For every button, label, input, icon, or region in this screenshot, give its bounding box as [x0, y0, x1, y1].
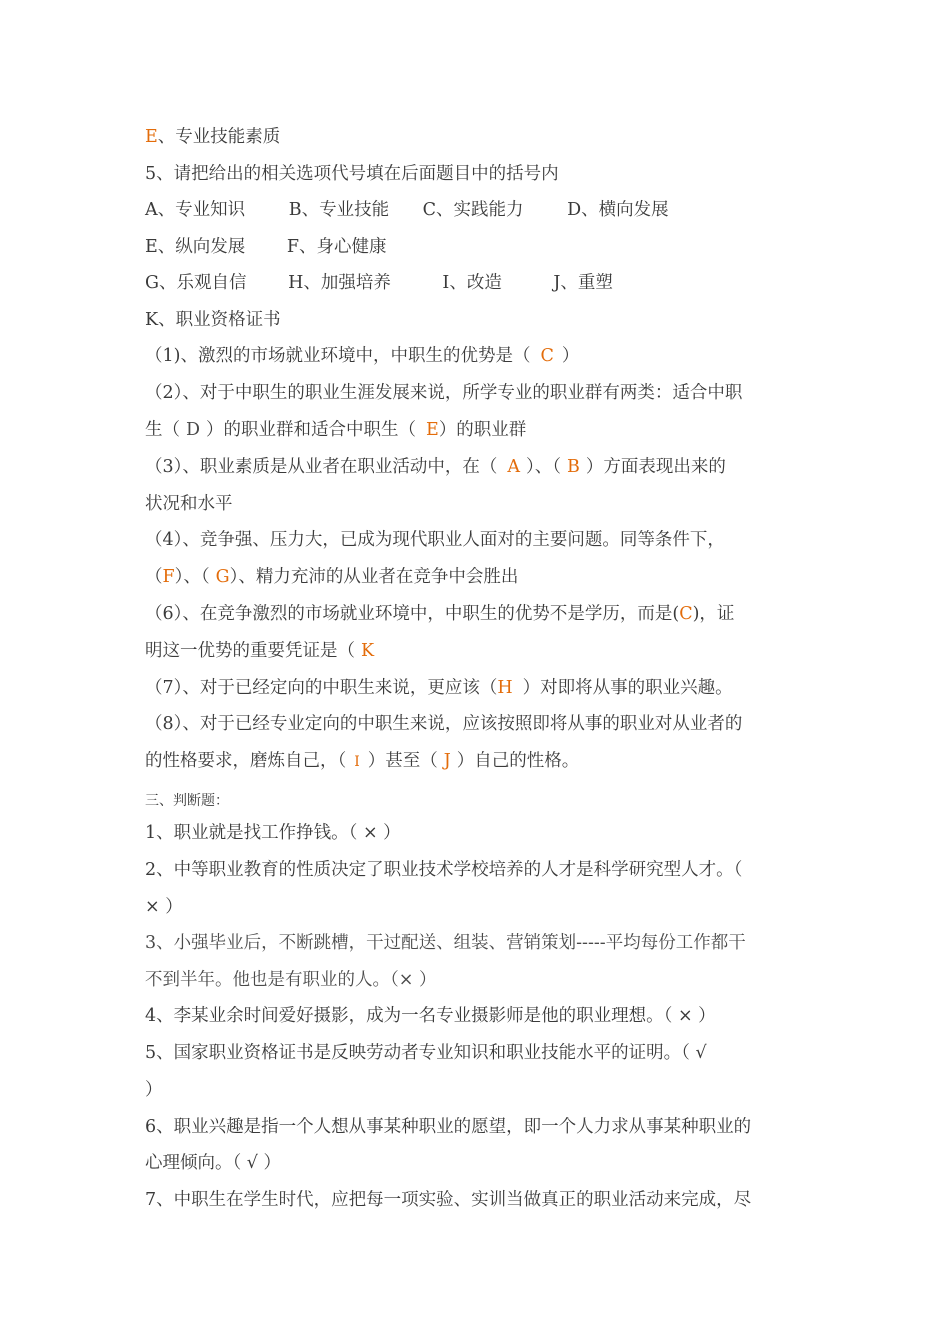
options-row-1: A、专业知识 B、专业技能 C、实践能力 D、横向发展 — [145, 200, 669, 220]
tf-question-2-line-2: × ） — [145, 897, 183, 917]
tf-question-5-line-1: 5、国家职业资格证书是反映劳动者专业知识和职业技能水平的证明。（ √ — [145, 1043, 707, 1063]
fill-question-1: （1)、激烈的市场就业环境中，中职生的优势是（ C ） — [145, 346, 580, 366]
tf-question-3-line-2: 不到半年。他也是有职业的人。（× ） — [145, 970, 437, 990]
answer-letter: K — [361, 641, 375, 661]
question-5-title: 5、请把给出的相关选项代号填在后面题目中的括号内 — [145, 164, 559, 184]
answer-letter: D — [186, 420, 201, 440]
tf-question-6-line-2: 心理倾向。（ √ ） — [145, 1153, 282, 1173]
fill-question-3-line-2: 状况和水平 — [145, 494, 233, 514]
tf-question-4: 4、李某业余时间爱好摄影，成为一名专业摄影师是他的职业理想。（ × ） — [145, 1006, 716, 1026]
answer-letter: E — [145, 127, 158, 147]
line-option-e-quality: E、专业技能素质 — [145, 127, 281, 147]
tf-question-6-line-1: 6、职业兴趣是指一个人想从事某种职业的愿望，即一个人力求从事某种职业的 — [145, 1117, 752, 1137]
fill-question-2-line-2: 生（ D ）的职业群和适合中职生（ E）的职业群 — [145, 420, 527, 440]
answer-letter: E — [426, 420, 439, 440]
answer-letter: C — [540, 346, 554, 366]
answer-letter: J — [443, 751, 451, 771]
tf-question-3-line-1: 3、小强毕业后，不断跳槽，干过配送、组装、营销策划-----平均每份工作都干 — [145, 933, 746, 953]
answer-letter: A — [507, 457, 521, 477]
answer-letter: I — [354, 754, 360, 770]
fill-question-6-line-2: 明这一优势的重要凭证是（ K — [145, 641, 375, 661]
fill-question-8-line-1: （8）、对于已经专业定向的中职生来说，应该按照即将从事的职业对从业者的 — [145, 714, 743, 734]
fill-question-4-line-2: （F）、（ G）、精力充沛的从业者在竞争中会胜出 — [145, 567, 519, 587]
fill-question-4-line-1: （4）、竞争强、压力大，已成为现代职业人面对的主要问题。同等条件下， — [145, 530, 725, 550]
fill-question-3-line-1: （3）、职业素质是从业者在职业活动中，在（ A ）、（ B ）方面表现出来的 — [145, 457, 726, 477]
tf-question-2-line-1: 2、中等职业教育的性质决定了职业技术学校培养的人才是科学研究型人才。（ — [145, 860, 743, 880]
options-row-4: K、职业资格证书 — [145, 310, 281, 330]
answer-letter: F — [162, 567, 175, 587]
options-row-2: E、纵向发展 F、身心健康 — [145, 237, 387, 257]
tf-question-5-line-2: ） — [145, 1080, 163, 1100]
answer-letter: G — [215, 567, 230, 587]
fill-question-7: （7）、对于已经定向的中职生来说，更应该（H ）对即将从事的职业兴趣。 — [145, 678, 733, 698]
options-row-3: G、乐观自信 H、加强培养 I、改造 J、重塑 — [145, 273, 613, 293]
answer-letter: H — [497, 678, 513, 698]
answer-letter: C — [679, 604, 693, 624]
fill-question-8-line-2: 的性格要求，磨炼自己，（ I ）甚至（ J ）自己的性格。 — [145, 751, 580, 771]
fill-question-6-line-1: （6）、在竞争激烈的市场就业环境中，中职生的优势不是学历，而是(C)，证 — [145, 604, 735, 624]
tf-question-1: 1、职业就是找工作挣钱。（ × ） — [145, 823, 401, 843]
section-heading-true-false: 三、判断题： — [145, 793, 229, 809]
fill-question-2-line-1: （2）、对于中职生的职业生涯发展来说，所学专业的职业群有两类：适合中职 — [145, 383, 743, 403]
answer-letter: B — [567, 457, 580, 477]
tf-question-7-line-1: 7、中职生在学生时代，应把每一项实验、实训当做真正的职业活动来完成，尽 — [145, 1190, 752, 1210]
